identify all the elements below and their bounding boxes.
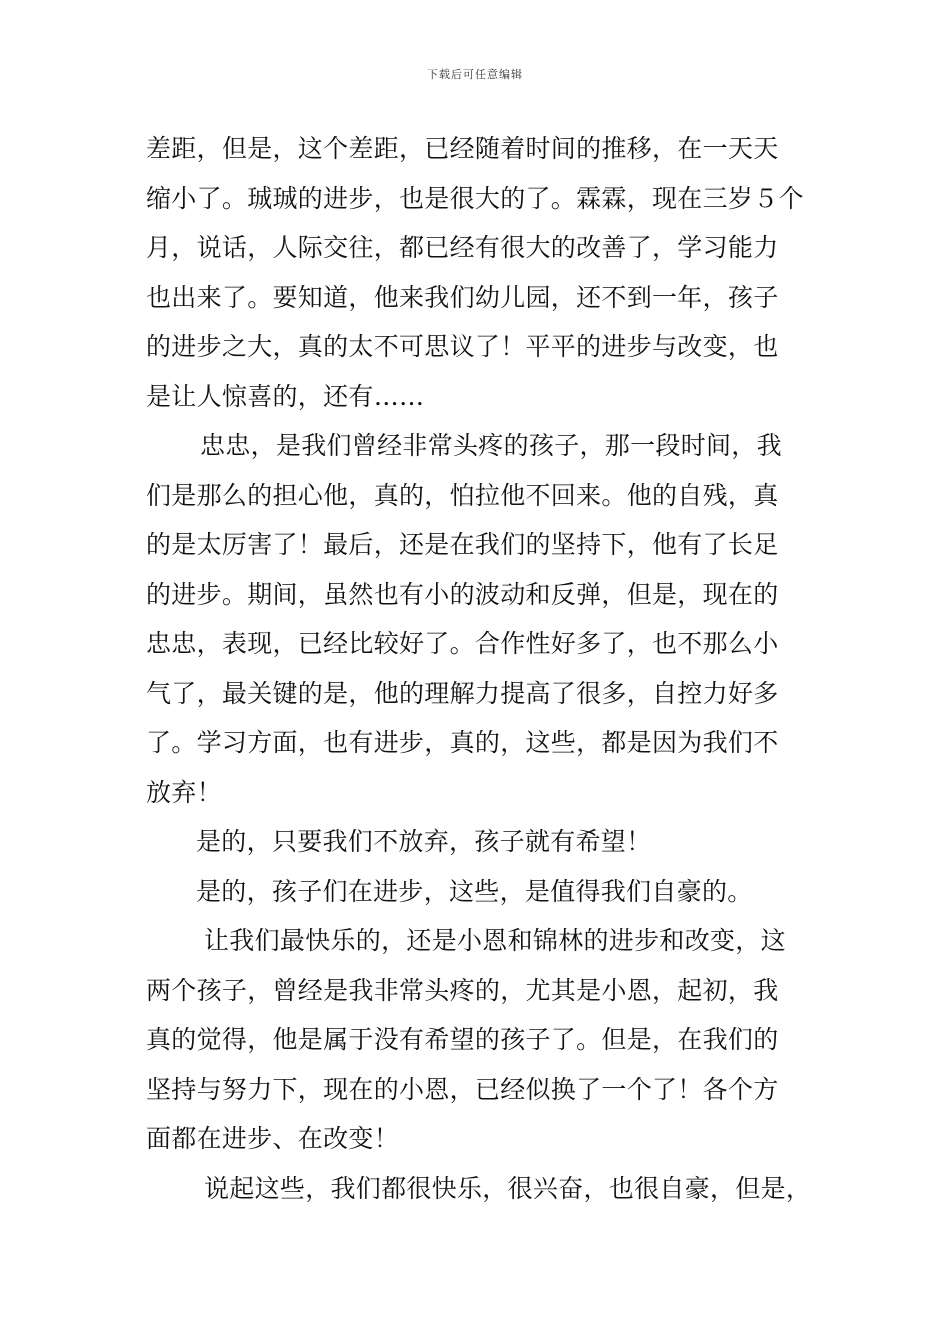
- text-line: 了。学习方面，也有进步，真的，这些，都是因为我们不: [146, 728, 779, 757]
- text-line: 两个孩子，曾经是我非常头疼的，尤其是小恩，起初，我: [146, 975, 779, 1005]
- text-line: 真的觉得，他是属于没有希望的孩子了。但是，在我们的: [146, 1025, 779, 1054]
- text-line: 面都在进步、在改变！: [146, 1124, 400, 1153]
- document-body: [146, 124, 836, 1213]
- text-line: 缩小了。珹珹的进步，也是很大的了。霖霖，现在三岁５个: [146, 183, 804, 213]
- text-line: 气了，最关键的是，他的理解力提高了很多，自控力好多: [146, 678, 779, 708]
- text-line: 放弃！: [146, 777, 222, 807]
- text-line: 是的，孩子们在进步，这些，是值得我们自豪的。: [196, 876, 753, 906]
- text-line: 差距，但是，这个差距，已经随着时间的推移，在一天天: [146, 134, 779, 163]
- text-line: 忠忠，是我们曾经非常头疼的孩子，那一段时间，我: [200, 431, 782, 460]
- text-line: 忠忠，表现，已经比较好了。合作性好多了，也不那么小: [146, 629, 779, 658]
- text-line: 坚持与努力下，现在的小恩，已经似换了一个了！各个方: [146, 1074, 779, 1104]
- text-line: 也出来了。要知道，他来我们幼儿园，还不到一年，孩子: [146, 282, 779, 312]
- text-line: 是的，只要我们不放弃，孩子就有希望！: [196, 827, 652, 856]
- text-line: 月，说话，人际交往，都已经有很大的改善了，学习能力: [146, 233, 779, 262]
- text-line: 们是那么的担心他，真的，怕拉他不回来。他的自残，真: [146, 480, 779, 510]
- page-header: 下载后可任意编辑: [427, 68, 523, 81]
- text-line: 是让人惊喜的，还有……: [146, 381, 425, 411]
- text-line: 的进步之大，真的太不可思议了！平平的进步与改变，也: [146, 332, 779, 361]
- text-line: 的进步。期间，虽然也有小的波动和反弹，但是，现在的: [146, 579, 779, 609]
- text-line: 让我们最快乐的，还是小恩和锦林的进步和改变，这: [204, 926, 786, 955]
- text-line: 说起这些，我们都很快乐，很兴奋，也很自豪，但是，: [204, 1173, 812, 1203]
- text-line: 的是太厉害了！最后，还是在我们的坚持下，他有了长足: [146, 530, 779, 559]
